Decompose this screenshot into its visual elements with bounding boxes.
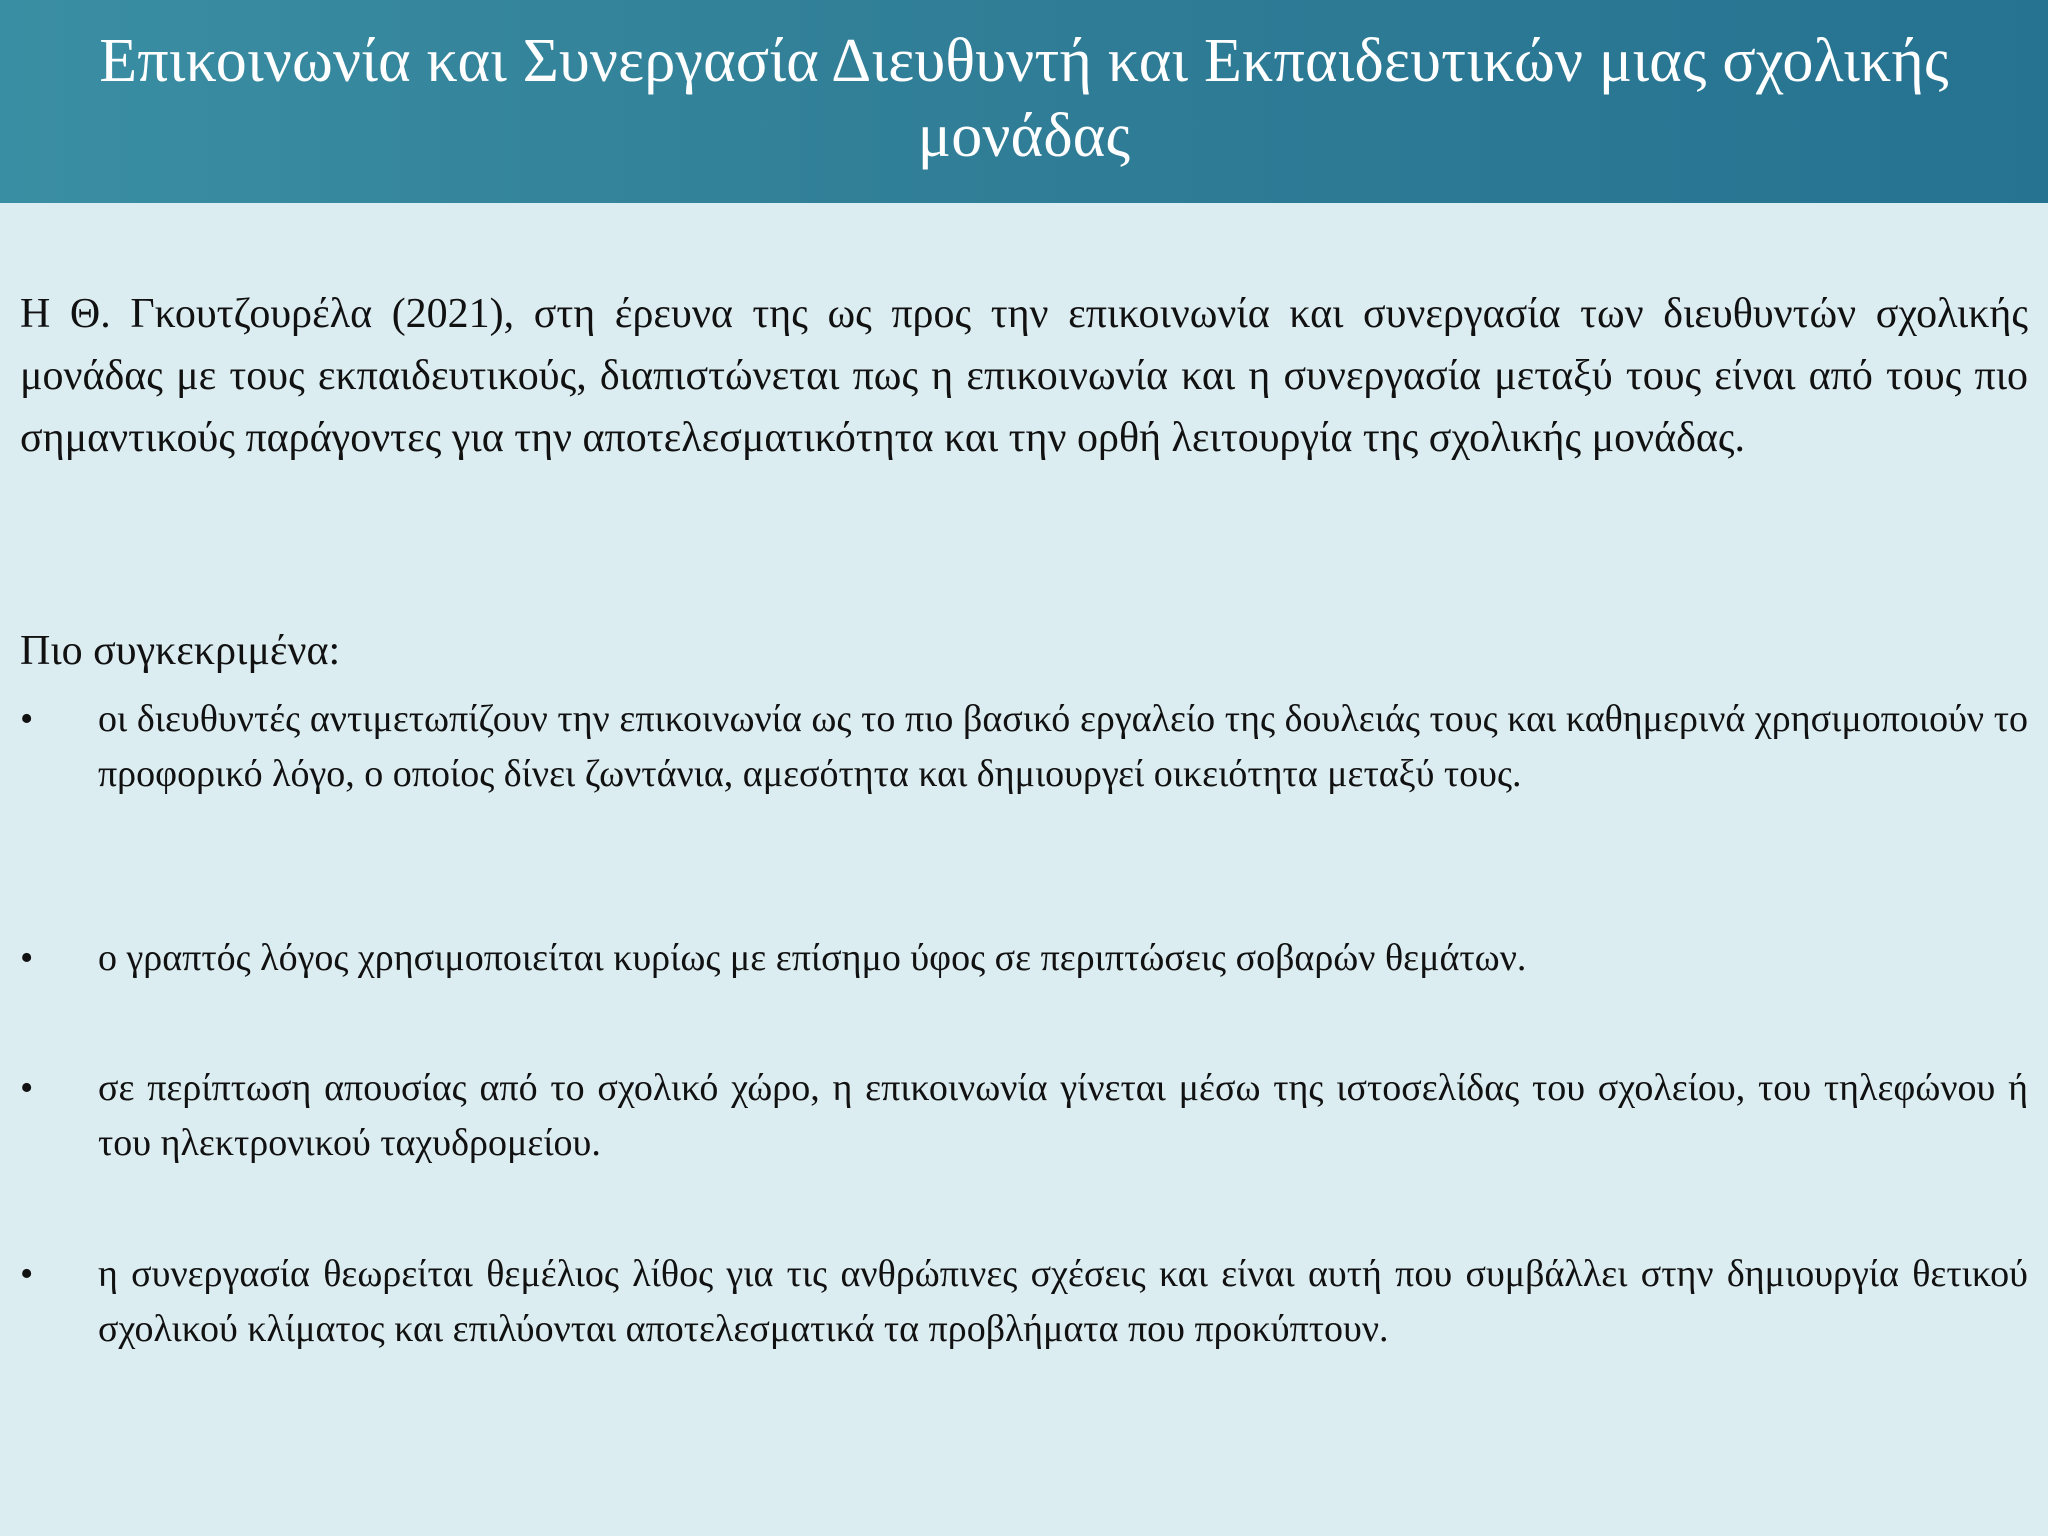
bullet-icon: • xyxy=(20,1253,34,1295)
bullet-item xyxy=(20,1247,2028,1357)
bullet-item xyxy=(20,1061,2028,1171)
bullet-icon: • xyxy=(20,698,34,740)
bullet-text: η συνεργασία θεωρείται θεμέλιος λίθος για τις ανθρώπινες σχέσεις και είναι αυτή που συμβάλλει στην δημιουργία θετικού σχολικού κλίματος και επιλύονται αποτελεσματικά τα προβλήματα που προκύπτουν. xyxy=(98,1253,2028,1350)
bullet-text: οι διευθυντές αντιμετωπίζουν την επικοινωνία ως το πιο βασικό εργαλείο της δουλειάς τους και καθημερινά χρησιμοποιούν το προφορικό λόγο, ο οποίος δίνει ζωντάνια, αμεσότητα και δημιουργεί οικειότητα μεταξύ τους. xyxy=(98,698,2028,795)
subheading: Πιο συγκεκριμένα: xyxy=(20,628,341,674)
slide-body xyxy=(20,283,2028,1350)
intro-paragraph: Η Θ. Γκουτζουρέλα (2021), στη έρευνα της ως προς την επικοινωνία και συνεργασία των διευθυντών σχολικής μονάδας με τους εκπαιδευτικούς, διαπιστώνεται πως η επικοινωνία και η συνεργασία μεταξύ τους είναι από τους πιο σημαντικούς παράγοντες για την αποτελεσματικότητα και την ορθή λειτουργία της σχολικής μονάδας. xyxy=(20,291,2028,461)
slide-title: Επικοινωνία και Συνεργασία Διευθυντή και Εκπαιδευτικών μιας σχολικής μονάδας xyxy=(99,26,1949,170)
slide-header xyxy=(0,0,2048,203)
bullet-icon: • xyxy=(20,937,34,979)
bullet-text: σε περίπτωση απουσίας από το σχολικό χώρο, η επικοινωνία γίνεται μέσω της ιστοσελίδας του σχολείου, του τηλεφώνου ή του ηλεκτρονικού ταχυδρομείου. xyxy=(98,1067,2028,1164)
bullet-icon: • xyxy=(20,1067,34,1109)
bullet-item xyxy=(20,692,2028,802)
bullet-item xyxy=(20,931,2028,986)
bullet-text: ο γραπτός λόγος χρησιμοποιείται κυρίως με επίσημο ύφος σε περιπτώσεις σοβαρών θεμάτων. xyxy=(98,937,1527,979)
